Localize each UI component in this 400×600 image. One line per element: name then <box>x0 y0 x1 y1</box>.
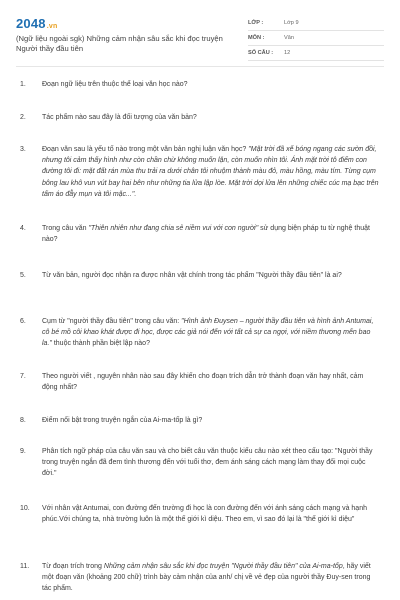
question-text <box>42 112 380 123</box>
question-number: 11. <box>20 563 30 570</box>
logo-domain: .vn <box>46 23 58 30</box>
question-text <box>42 270 380 281</box>
question-item <box>20 223 380 245</box>
question-item <box>20 561 380 595</box>
question-item <box>20 270 380 281</box>
question-item <box>20 446 380 480</box>
meta-key: SỐ CÂU : <box>248 50 274 56</box>
question-text <box>42 561 380 595</box>
question-number: 5. <box>20 272 26 279</box>
meta-value: Văn <box>284 35 294 41</box>
question-text <box>42 446 380 480</box>
question-text-part: Từ đoạn trích trong <box>42 563 104 570</box>
question-text-part: sử dụng biện pháp tu từ nghệ thuật nào? <box>42 225 370 244</box>
question-number: 9. <box>20 448 26 455</box>
meta-key: LỚP : <box>248 20 264 26</box>
question-number: 8. <box>20 417 26 424</box>
question-item <box>20 415 380 426</box>
question-number: 10. <box>20 505 30 512</box>
meta-value: 12 <box>284 50 291 56</box>
question-item <box>20 112 380 123</box>
question-text-part: Điểm nổi bật trong truyện ngắn của Ai-ma-tốp là gì? <box>42 417 203 424</box>
meta-row-count <box>248 46 384 61</box>
question-text <box>42 316 380 350</box>
question-text <box>42 79 380 90</box>
question-item <box>20 503 380 525</box>
question-text <box>42 371 380 393</box>
question-text <box>42 144 380 200</box>
question-text-part: Tác phẩm nào sau đây là đối tượng của văn bản? <box>42 114 197 121</box>
question-number: 1. <box>20 81 26 88</box>
page-title: (Ngữ liệu ngoài sgk) Những cảm nhận sâu sắc khi đọc truyện Người thầy đầu tiên <box>16 34 223 53</box>
question-number: 7. <box>20 373 26 380</box>
question-text-part: Với nhân vật Antumai, con đường đến trường đi học là con đường đến với ánh sáng cách mạng và hạnh phúc.Với chúng ta, nhà trường luôn là một thế giới kì diệu. Theo em, vì sao đó lại là "thế giới kì diệu" <box>42 505 367 524</box>
question-item <box>20 144 380 200</box>
question-number: 6. <box>20 318 26 325</box>
question-item <box>20 316 380 350</box>
question-text <box>42 415 380 426</box>
question-number: 3. <box>20 146 26 153</box>
question-text-part: Đoạn ngữ liệu trên thuộc thể loại văn học nào? <box>42 81 188 88</box>
question-text <box>42 223 380 245</box>
question-item <box>20 371 380 393</box>
meta-table <box>248 16 384 61</box>
question-quote: "Thiên nhiên như đang chia sẻ niềm vui với con người" <box>88 225 259 232</box>
question-text-part: , hãy viết một đoạn văn (khoảng 200 chữ) trình bày cảm nhận của anh/ chị về vẻ đẹp của người thầy Đuy-sen trong tác phẩm. <box>42 563 371 593</box>
question-quote: "Mặt trời đã xế bóng ngang các sườn đồi, nhưng tôi cảm thấy hình như còn chần chừ không muốn lặn, còn muốn nhìn tôi. Ánh mặt trời tô điểm con đường tôi đi: mặt đất rán mùa thu trải ra dưới chân tôi nhuộm thành màu đỏ, màu hồng, màu tím. Từng cụm bông lau khô vun vút bay hai bên như những tia lửa lập lòe. Mặt trời dọi lửa lên những chiếc cúc mạ bạc trên tấm áo đẫy mụn và tôi mặc...". <box>42 146 379 198</box>
logo-number: 2048 <box>16 16 46 31</box>
question-text <box>42 503 380 525</box>
question-text-part: Từ văn bản, người đọc nhận ra được nhân vật chính trong tác phẩm "Người thầy đầu tiên" là ai? <box>42 272 342 279</box>
question-text-part: Phân tích ngữ pháp của câu văn sau và cho biết câu văn thuộc kiểu câu nào xét theo cấu tạo: "Người thầy trong truyện ngắn đã đem tình thương đến với tuổi thơ, đem ánh sáng cách mạng làm thay đổi mọi cuộc đời." <box>42 448 373 478</box>
question-quote: Những cảm nhận sâu sắc khi đọc truyện "Người thầy đầu tiên" của Ai-ma-tốp <box>103 563 343 570</box>
question-quote: "Hình ảnh Đuysen – người thầy đầu tiên và hình ảnh Antumai, cô bé mồ côi khao khát được đi học, được các giả nói đến với tất cả sự ca ngợi, với niềm thương mến bao la." <box>42 318 374 348</box>
meta-row-class <box>248 16 384 31</box>
question-item <box>20 79 380 90</box>
header-divider <box>16 66 384 67</box>
site-logo[interactable] <box>16 16 57 31</box>
question-text-part: Cụm từ "người thầy đầu tiên" trong câu văn: <box>42 318 182 325</box>
question-text-part: Đoạn văn sau là yếu tố nào trong một văn bản nghị luận văn học? <box>42 146 249 153</box>
question-number: 4. <box>20 225 26 232</box>
question-text-part: thuộc thành phần biệt lập nào? <box>51 340 150 348</box>
question-text-part: Trong câu văn <box>42 225 89 232</box>
meta-key: MÔN : <box>248 35 265 41</box>
meta-row-subject <box>248 31 384 46</box>
worksheet-header <box>16 14 384 62</box>
question-text-part: Theo người viết , nguyên nhân nào sau đây khiến cho đoạn trích dẫn trở thành đoạn văn hay nhất, cảm động nhất? <box>42 373 364 392</box>
meta-value: Lớp 9 <box>284 20 299 26</box>
question-number: 2. <box>20 114 26 121</box>
